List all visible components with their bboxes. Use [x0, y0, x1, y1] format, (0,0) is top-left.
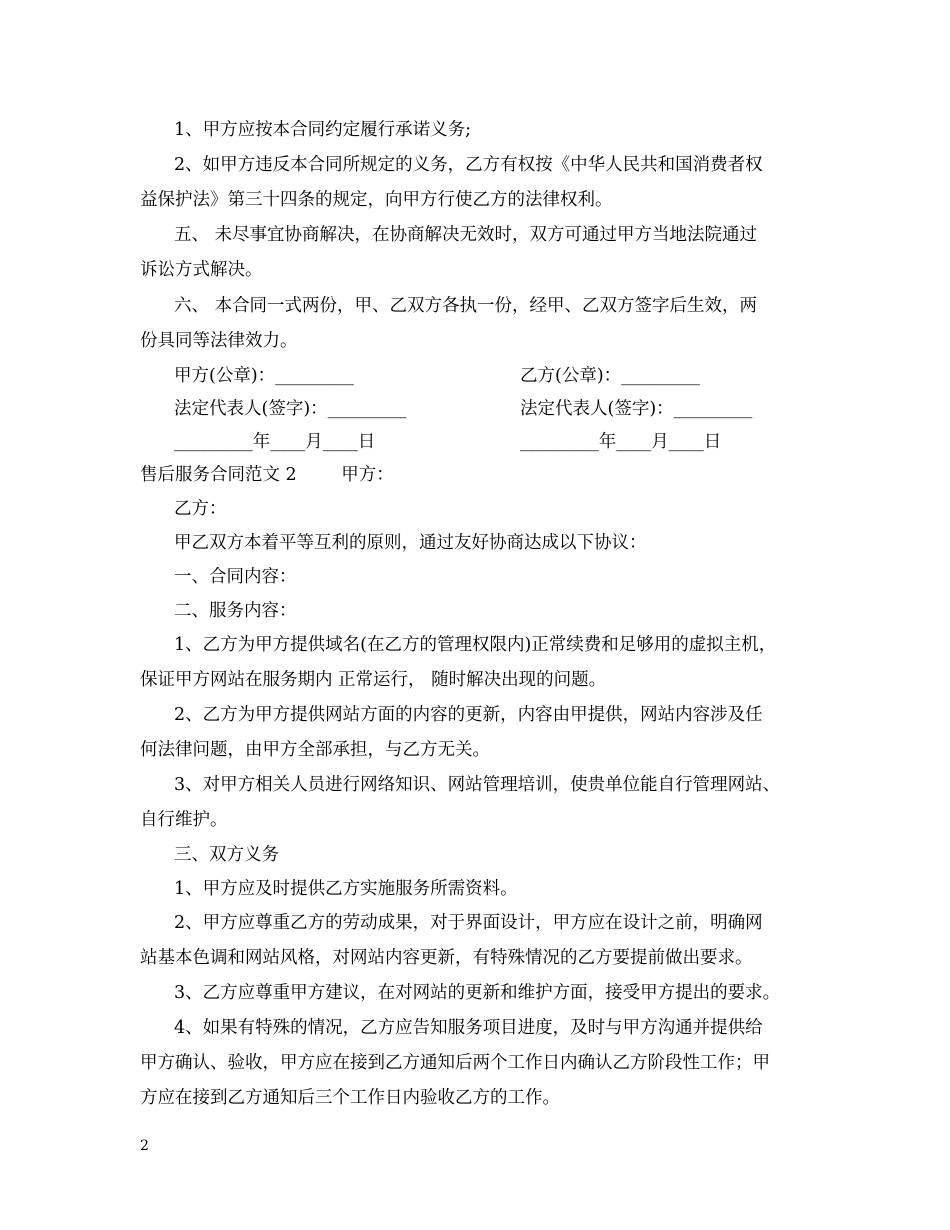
- clause-line: 甲方确认、验收，甲方应在接到乙方通知后两个工作日内确认乙方阶段性工作；甲: [140, 1053, 770, 1073]
- clause-line: 1、甲方应及时提供乙方实施服务所需资料。: [174, 879, 518, 899]
- party-b-seal: 乙方(公章)：_________: [520, 366, 700, 386]
- party-a-seal: 甲方(公章)：_________: [174, 366, 354, 386]
- party-a-representative: 法定代表人(签字)：_________: [174, 399, 407, 419]
- clause-line: 站基本色调和网站风格，对网站内容更新，有特殊情况的乙方要提前做出要求。: [140, 948, 753, 968]
- clause-heading: 三、双方义务: [174, 845, 279, 865]
- clause-line: 2、如甲方违反本合同所规定的义务，乙方有权按《中华人民共和国消费者权: [174, 155, 763, 175]
- clause-line: 六、 本合同一式两份，甲、乙双方各执一份，经甲、乙双方签字后生效，两: [174, 296, 758, 316]
- party-a-date: _________年____月____日: [174, 432, 376, 452]
- clause-line: 五、 未尽事宜协商解决，在协商解决无效时，双方可通过甲方当地法院通过: [174, 225, 758, 245]
- clause-line: 方应在接到乙方通知后三个工作日内验收乙方的工作。: [140, 1088, 560, 1108]
- clause-line: 自行维护。: [140, 810, 228, 830]
- party-b-date: _________年____月____日: [520, 432, 722, 452]
- clause-line: 3、对甲方相关人员进行网络知识、网站管理培训，使贵单位能自行管理网站、: [174, 775, 781, 795]
- clause-line: 2、甲方应尊重乙方的劳动成果，对于界面设计，甲方应在设计之前，明确网: [174, 913, 763, 933]
- party-b-representative: 法定代表人(签字)：_________: [520, 399, 753, 419]
- clause-line: 1、乙方为甲方提供域名(在乙方的管理权限内)正常续费和足够用的虚拟主机，: [174, 635, 777, 655]
- clause-line: 甲乙双方本着平等互利的原则，通过友好协商达成以下协议：: [174, 533, 647, 553]
- clause-line: 3、乙方应尊重甲方建议，在对网站的更新和维护方面，接受甲方提出的要求。: [174, 983, 781, 1003]
- clause-line: 乙方：: [174, 499, 227, 519]
- clause-line: 何法律问题，由甲方全部承担，与乙方无关。: [140, 740, 490, 760]
- clause-heading: 一、合同内容：: [174, 567, 297, 587]
- clause-line: 1、甲方应按本合同约定履行承诺义务;: [174, 120, 472, 140]
- clause-line: 2、乙方为甲方提供网站方面的内容的更新，内容由甲提供，网站内容涉及任: [174, 705, 763, 725]
- clause-heading: 二、服务内容：: [174, 601, 297, 621]
- clause-line: 份具同等法律效力。: [140, 331, 298, 351]
- page-number: 2: [140, 1138, 149, 1154]
- clause-line: 4、如果有特殊的情况，乙方应告知服务项目进度，及时与甲方沟通并提供给: [174, 1018, 763, 1038]
- section-title: 售后服务合同范文 2 甲方：: [140, 465, 394, 485]
- clause-line: 诉讼方式解决。: [140, 260, 263, 280]
- clause-line: 益保护法》第三十四条的规定，向甲方行使乙方的法律权利。: [140, 190, 613, 210]
- clause-line: 保证甲方网站在服务期内 正常运行， 随时解决出现的问题。: [140, 670, 607, 690]
